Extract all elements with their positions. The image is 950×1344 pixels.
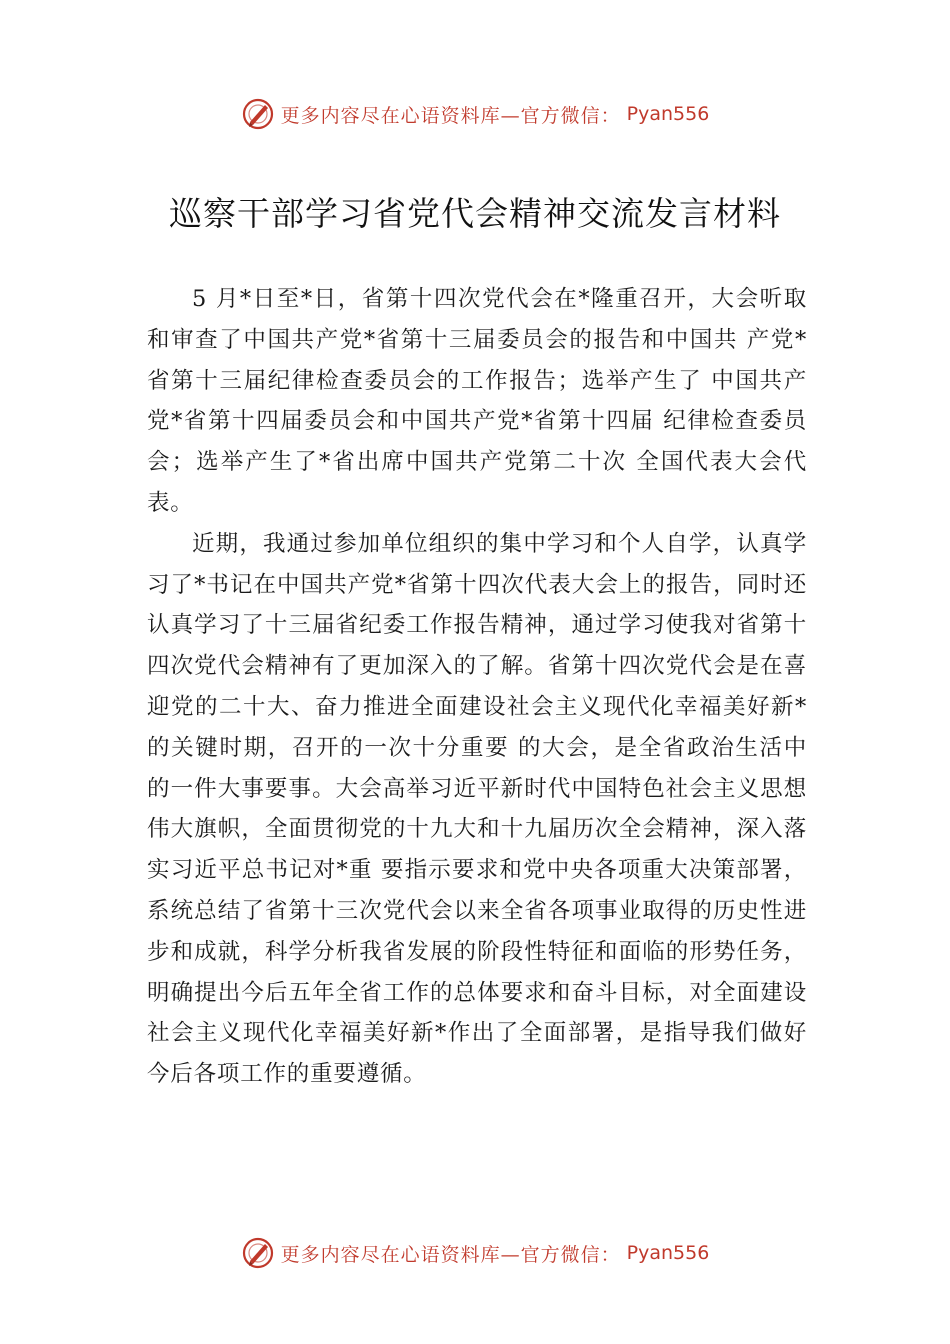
pen-circle-icon <box>241 97 275 131</box>
document-title: 巡察干部学习省党代会精神交流发言材料 <box>169 194 781 233</box>
paragraph-2: 近期，我通过参加单位组织的集中学习和个人自学，认真学习了*书记在中国共产党*省第十四次代表大会上的报告，同时还认真学习了十三届省纪委工作报告精神，通过学习使我对省第十四次党代会精神有了更加深入的了解。省第十四次党代会是在喜迎党的二十大、奋力推进全面建设社会主义现代化幸福美好新*的关键时期，召开的一次十分重要 的大会，是全省政治生活中的一件大事要事。大会高举习近平新时代中国特色社会主义思想伟大旗帜，全面贯彻党的十九大和十九届历次全会精神，深入落实习近平总书记对*重 要指示要求和党中央各项重大决策部署，系统总结了省第十三次党代会以来全省各项事业取得的历史性进步和成就，科学分析我省发展的阶段性特征和面临的形势任务，明确提出今后五年全省工作的总体要求和奋斗目标，对全面建设社会主义现代化幸福美好新*作出了全面部署，是指导我们做好 今后各项工作的重要遵循。 <box>147 530 807 1088</box>
header-watermark <box>0 94 950 134</box>
paragraph-1: 5 月*日至*日，省第十四次党代会在*隆重召开，大会听取和审查了中国共产党*省第十三届委员会的报告和中国共 产党*省第十三届纪律检查委员会的工作报告；选举产生了 中国共产党*省第十四届委员会和中国共产党*省第十四届 纪律检查委员会；选举产生了*省出席中国共产党第二十次 全国代表大会代表。 <box>147 286 807 516</box>
watermark-text: 更多内容尽在心语资料库—官方微信： <box>280 1243 621 1266</box>
watermark-wechat-id: Pyan556 <box>626 103 710 125</box>
footer-watermark <box>0 1233 950 1273</box>
document-body <box>147 279 807 1095</box>
watermark-text: 更多内容尽在心语资料库—官方微信： <box>280 104 621 127</box>
watermark-wechat-id: Pyan556 <box>626 1242 710 1264</box>
pen-circle-icon <box>241 1236 275 1270</box>
